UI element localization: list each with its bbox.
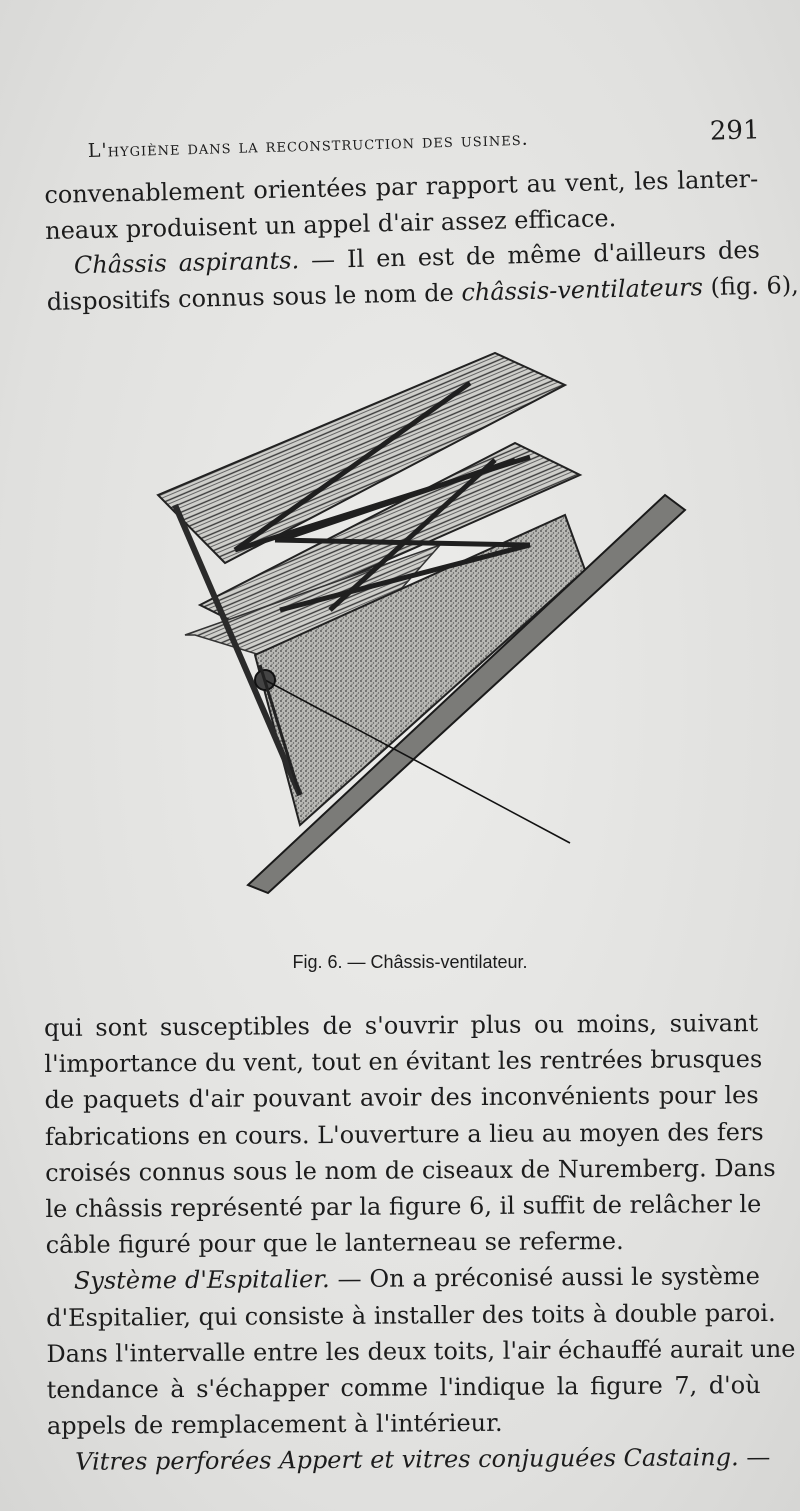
text-line: qui sont susceptibles de s'ouvrir plus ou moins, suivant <box>44 1009 759 1042</box>
text-line: d'Espitalier, qui consiste à installer des toits à double paroi. <box>46 1298 776 1332</box>
text-line: convenablement orientées par rapport au vent, les lanter- <box>44 164 759 209</box>
text-line: neaux produisent un appel d'air assez efficace. <box>44 203 617 245</box>
text-line: appels de remplacement à l'intérieur. <box>46 1408 503 1441</box>
page-number: 291 <box>709 115 760 147</box>
text-line: Vitres perforées Appert et vitres conjuguées Castaing. — <box>75 1443 771 1477</box>
running-title: L'hygiène dans la reconstruction des usines. <box>87 127 529 162</box>
italic-term: châssis-ventilateurs <box>461 272 704 307</box>
section-title: Châssis aspirants. <box>73 246 300 280</box>
text-line: tendance à s'échapper comme l'indique la figure 7, d'où <box>46 1370 761 1404</box>
text-line: croisés connus sous le nom de ciseaux de Nuremberg. Dans <box>45 1153 776 1187</box>
text-line: de paquets d'air pouvant avoir des inconvénients pour les <box>44 1081 759 1115</box>
section-title: Vitres perforées Appert et vitres conjuguées Castaing. <box>75 1443 739 1477</box>
figure-caption: Fig. 6. — Châssis-ventilateur. <box>292 952 528 972</box>
figure-chassis-ventilateur <box>140 345 700 945</box>
text-line: fabrications en cours. L'ouverture a lieu au moyen des fers <box>44 1117 764 1151</box>
paragraph-bottom <box>44 1005 796 1480</box>
text-line: dispositifs connus sous le nom de châssis-ventilateurs (fig. 6), <box>46 270 800 316</box>
chassis-illustration <box>140 345 700 945</box>
text-line: câble figuré pour que le lanterneau se referme. <box>45 1227 624 1260</box>
text-line: le châssis représenté par la figure 6, il suffit de relâcher le <box>45 1189 762 1223</box>
text-line: Système d'Espitalier. — On a préconisé aussi le système <box>73 1262 760 1296</box>
text-line: Dans l'intervalle entre les deux toits, l'air échauffé aurait une <box>46 1334 796 1368</box>
paragraph-top <box>44 162 800 321</box>
text-line: Châssis aspirants. — Il en est de même d'ailleurs des <box>73 235 761 280</box>
text-line: l'importance du vent, tout en évitant les rentrées brusques <box>44 1045 763 1079</box>
section-title: Système d'Espitalier. <box>73 1265 330 1296</box>
